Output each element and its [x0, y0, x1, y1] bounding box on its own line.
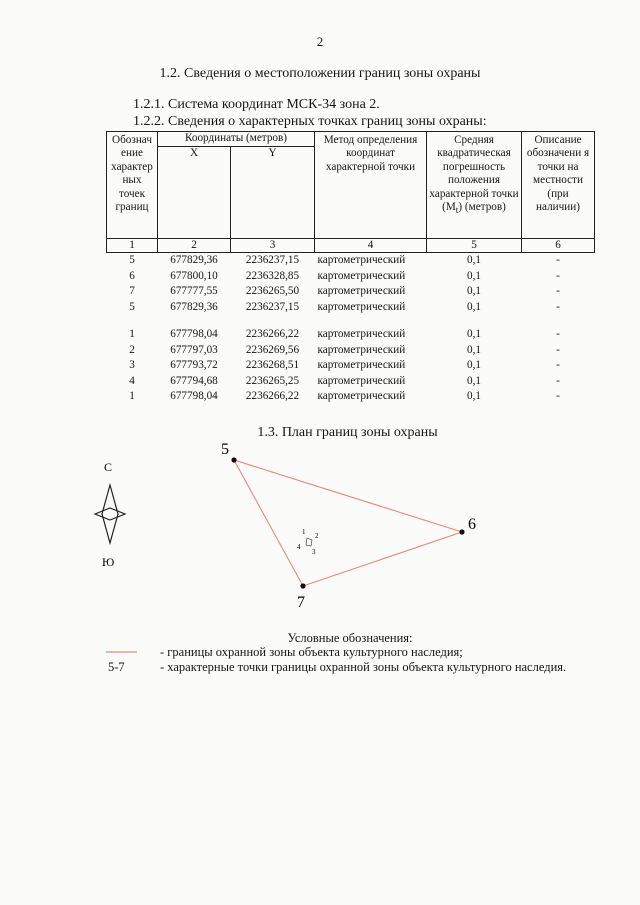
header-x: X	[158, 146, 231, 238]
cell-error: 0,1	[467, 374, 481, 387]
point-label-7: 7	[297, 594, 305, 611]
cell-method: картометрический	[317, 254, 406, 267]
cell-x: 677829,36	[170, 300, 218, 313]
header-description: Описание обозначени я точки на местности (при наличии)	[522, 132, 595, 239]
cell-method: картометрический	[317, 374, 406, 387]
cell-point: 1	[129, 390, 135, 403]
cell-description: -	[556, 328, 560, 341]
cell-description: -	[556, 300, 560, 313]
plan-title: 1.3. План границ зоны охраны	[257, 425, 438, 440]
cell-description: -	[556, 343, 560, 356]
cell-y: 2236265,50	[245, 285, 300, 298]
cell-y: 2236268,51	[245, 359, 300, 372]
col-number: 2	[158, 239, 231, 253]
section-title: 1.2. Сведения о местоположении границ зоны охраны	[159, 66, 481, 81]
point-marker	[300, 583, 305, 588]
cell-error: 0,1	[467, 343, 481, 356]
compass-rose-icon	[95, 460, 125, 569]
header-error: Средняя квадратическая погрешность положения характерной точки $(M_t)$ (метров)	[427, 132, 522, 239]
cell-error: 0,1	[467, 328, 481, 341]
cell-error: 0,1	[467, 254, 481, 267]
header-coordinates: Координаты (метров)	[158, 132, 315, 147]
col-number: 4	[315, 239, 427, 253]
compass-north-label: С	[104, 460, 113, 474]
zone-boundary-line	[234, 460, 462, 586]
cell-method: картометрический	[317, 343, 406, 356]
cell-method: картометрический	[317, 359, 406, 372]
cell-x: 677798,04	[170, 328, 218, 341]
subsection-coordinate-system: 1.2.1. Система координат МСК-34 зона 2.	[133, 97, 380, 112]
cell-y: 2236265,25	[245, 374, 300, 387]
col-number: 1	[107, 239, 158, 253]
compass-south-label: Ю	[102, 555, 115, 569]
legend-boundary-description: - границы охранной зоны объекта культурного наследия;	[160, 645, 463, 659]
cell-method: картометрический	[317, 285, 406, 298]
cell-point: 7	[129, 285, 135, 298]
cell-point: 1	[129, 328, 135, 341]
cell-description: -	[556, 390, 560, 403]
cell-description: -	[556, 285, 560, 298]
object-point-label: 1	[302, 528, 306, 536]
cell-x: 677777,55	[170, 285, 218, 298]
cell-method: картометрический	[317, 269, 406, 282]
cell-point: 6	[129, 269, 135, 282]
cell-point: 5	[129, 254, 135, 267]
cell-y: 2236269,56	[245, 343, 300, 356]
cell-description: -	[556, 254, 560, 267]
col-number: 3	[231, 239, 315, 253]
cell-x: 677793,72	[170, 359, 218, 372]
point-marker	[459, 529, 464, 534]
cell-x: 677829,36	[170, 254, 218, 267]
cell-error: 0,1	[467, 269, 481, 282]
cell-error: 0,1	[467, 285, 481, 298]
cell-y: 2236237,15	[245, 300, 300, 313]
cell-y: 2236266,22	[245, 328, 300, 341]
col-number: 6	[522, 239, 595, 253]
point-marker	[231, 457, 236, 462]
cell-y: 2236266,22	[245, 390, 300, 403]
object-point-label: 2	[315, 532, 319, 540]
header-point-designation: Обознач ение характер ных точек границ	[107, 132, 158, 239]
cell-error: 0,1	[467, 300, 481, 313]
cell-x: 677800,10	[170, 269, 218, 282]
cell-method: картометрический	[317, 328, 406, 341]
page-number: 2	[316, 34, 324, 49]
cell-method: картометрический	[317, 390, 406, 403]
subsection-points-info: 1.2.2. Сведения о характерных точках границ зоны охраны:	[133, 114, 487, 129]
cell-description: -	[556, 374, 560, 387]
cell-description: -	[556, 359, 560, 372]
object-point-label: 4	[297, 543, 301, 551]
cell-method: картометрический	[317, 300, 406, 313]
cell-error: 0,1	[467, 359, 481, 372]
cell-description: -	[556, 269, 560, 282]
legend-title: Условные обозначения:	[287, 631, 413, 645]
cell-error: 0,1	[467, 390, 481, 403]
col-number: 5	[427, 239, 522, 253]
object-outline	[306, 538, 312, 546]
cell-x: 677798,04	[170, 390, 218, 403]
header-method: Метод определения координат характерной точки	[315, 132, 427, 239]
legend-points-key: 5-7	[108, 660, 125, 674]
cell-y: 2236237,15	[245, 254, 300, 267]
header-y: Y	[231, 146, 315, 238]
cell-point: 4	[129, 374, 135, 387]
cell-x: 677797,03	[170, 343, 218, 356]
object-point-label: 3	[312, 548, 316, 556]
cell-point: 5	[129, 300, 135, 313]
legend-points-description: - характерные точки границы охранной зоны объекта культурного наследия.	[160, 660, 567, 674]
cell-x: 677794,68	[170, 374, 218, 387]
cell-y: 2236328,85	[245, 269, 300, 282]
cell-point: 2	[129, 343, 135, 356]
cell-point: 3	[129, 359, 135, 372]
point-label-5: 5	[221, 441, 229, 458]
point-label-6: 6	[468, 516, 476, 533]
